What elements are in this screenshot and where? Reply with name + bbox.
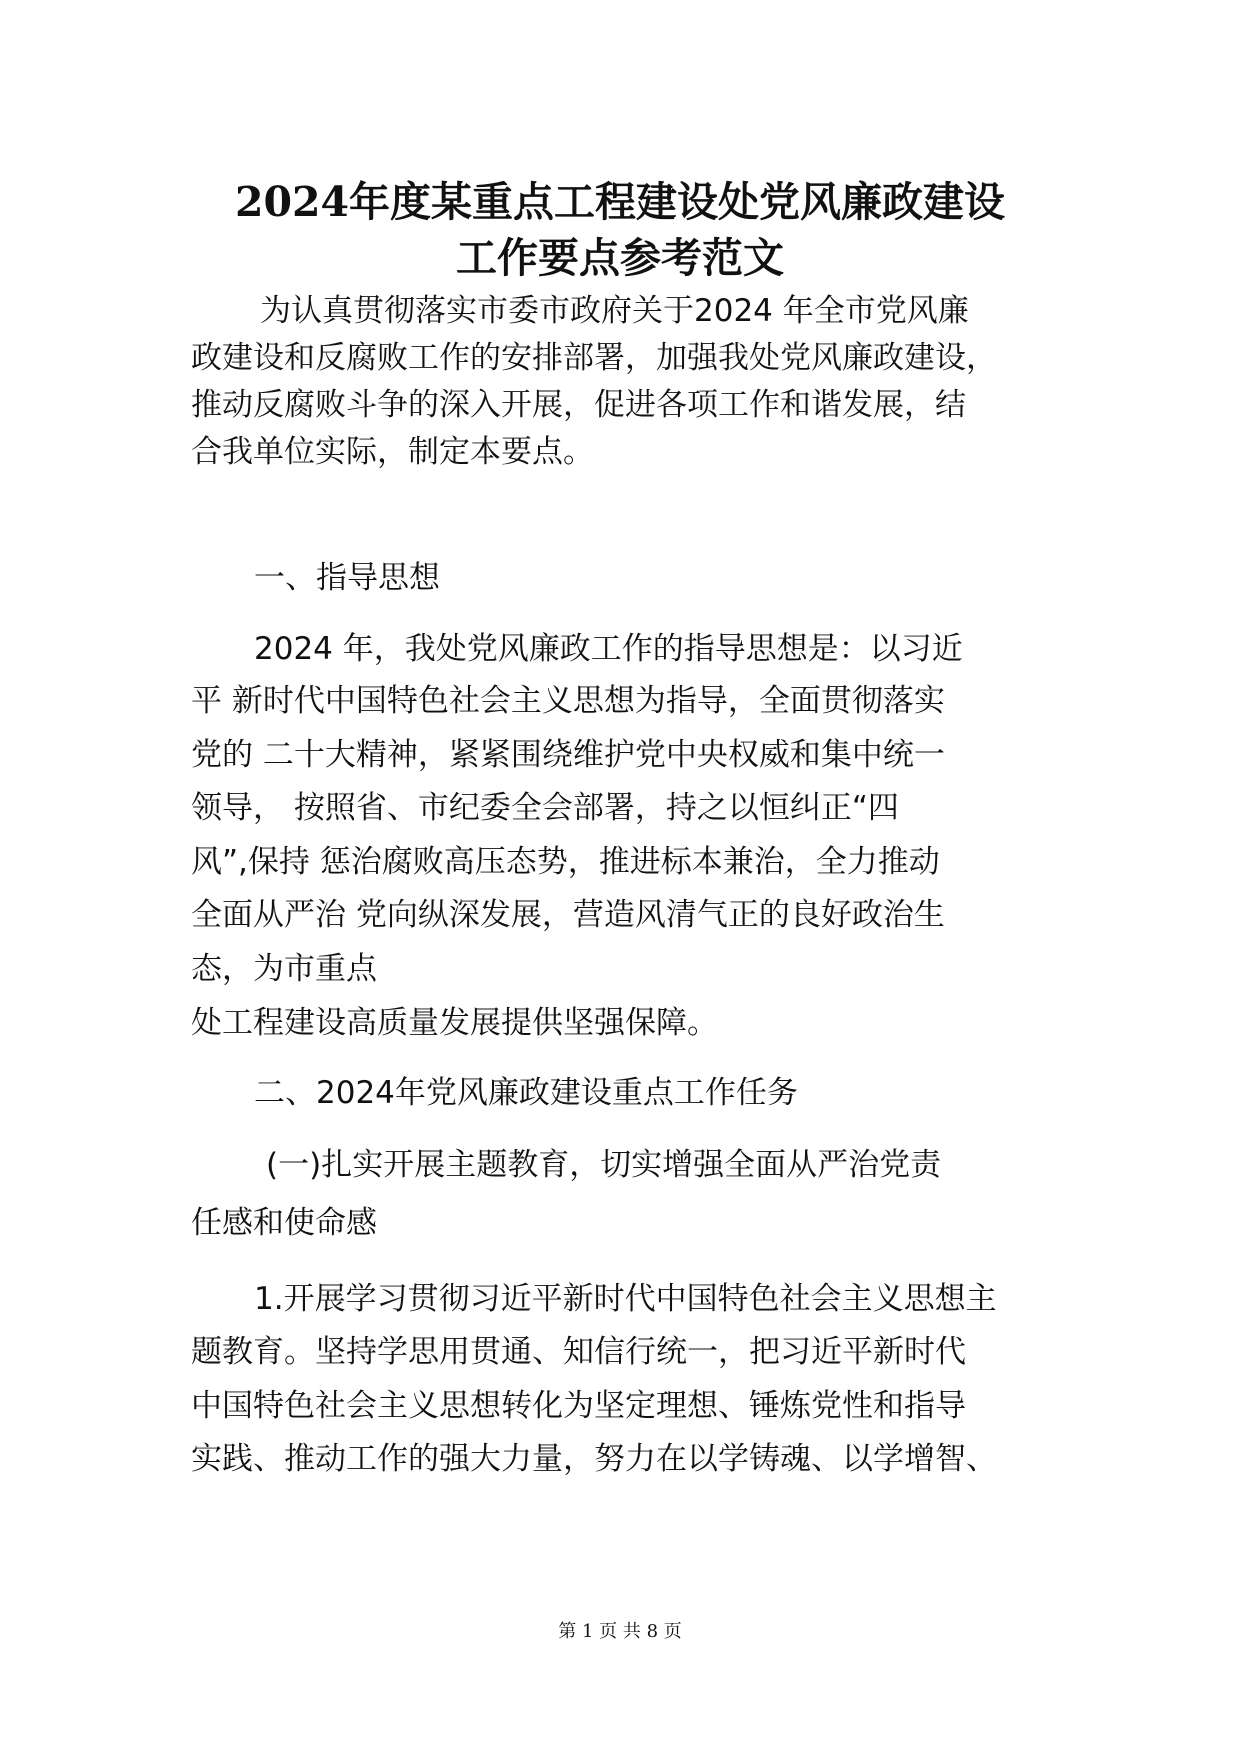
section-1-line-1: 2024 年，我处党风廉政工作的指导思想是：以习近 — [254, 631, 963, 667]
item-1-line-3: 中国特色社会主义思想转化为坚定理想、锤炼党性和指导 — [191, 1388, 966, 1424]
section-1-line-6: 全面从严治 党向纵深发展，营造风清气正的良好政治生 — [191, 897, 945, 933]
section-2-heading: 二、2024年党风廉政建设重点工作任务 — [254, 1075, 798, 1111]
item-1-line-2: 题教育。坚持学思用贯通、知信行统一，把习近平新时代 — [191, 1334, 966, 1370]
intro-line-3: 推动反腐败斗争的深入开展，促进各项工作和谐发展，结 — [191, 387, 966, 423]
item-1-line-4: 实践、推动工作的强大力量，努力在以学铸魂、以学增智、 — [191, 1441, 997, 1477]
document-title-line-1: 2024年度某重点工程建设处党风廉政建设 — [234, 178, 1006, 226]
section-1-heading: 一、指导思想 — [254, 560, 440, 596]
section-1-line-7: 态，为市重点 — [191, 951, 377, 987]
section-1-line-2: 平 新时代中国特色社会主义思想为指导，全面贯彻落实 — [191, 683, 945, 719]
page-number-footer: 第 1 页 共 8 页 — [558, 1621, 682, 1642]
intro-line-1: 为认真贯彻落实市委市政府关于2024 年全市党风廉 — [260, 293, 969, 329]
subsection-1-line-1: (一)扎实开展主题教育，切实增强全面从严治党责 — [266, 1147, 942, 1183]
intro-line-2: 政建设和反腐败工作的安排部署，加强我处党风廉政建设， — [191, 340, 997, 376]
section-1-line-4: 领导， 按照省、市纪委全会部署，持之以恒纠正“四 — [191, 790, 899, 826]
section-1-line-3: 党的 二十大精神，紧紧围绕维护党中央权威和集中统一 — [191, 737, 945, 773]
document-title-line-2: 工作要点参考范文 — [456, 234, 784, 282]
item-1-line-1: 1.开展学习贯彻习近平新时代中国特色社会主义思想主 — [254, 1281, 997, 1317]
section-1-line-5: 风”,保持 惩治腐败高压态势，推进标本兼治，全力推动 — [191, 844, 940, 880]
intro-line-4: 合我单位实际，制定本要点。 — [191, 434, 594, 470]
subsection-1-line-2: 任感和使命感 — [191, 1205, 377, 1241]
section-1-line-8: 处工程建设高质量发展提供坚强保障。 — [191, 1005, 718, 1041]
